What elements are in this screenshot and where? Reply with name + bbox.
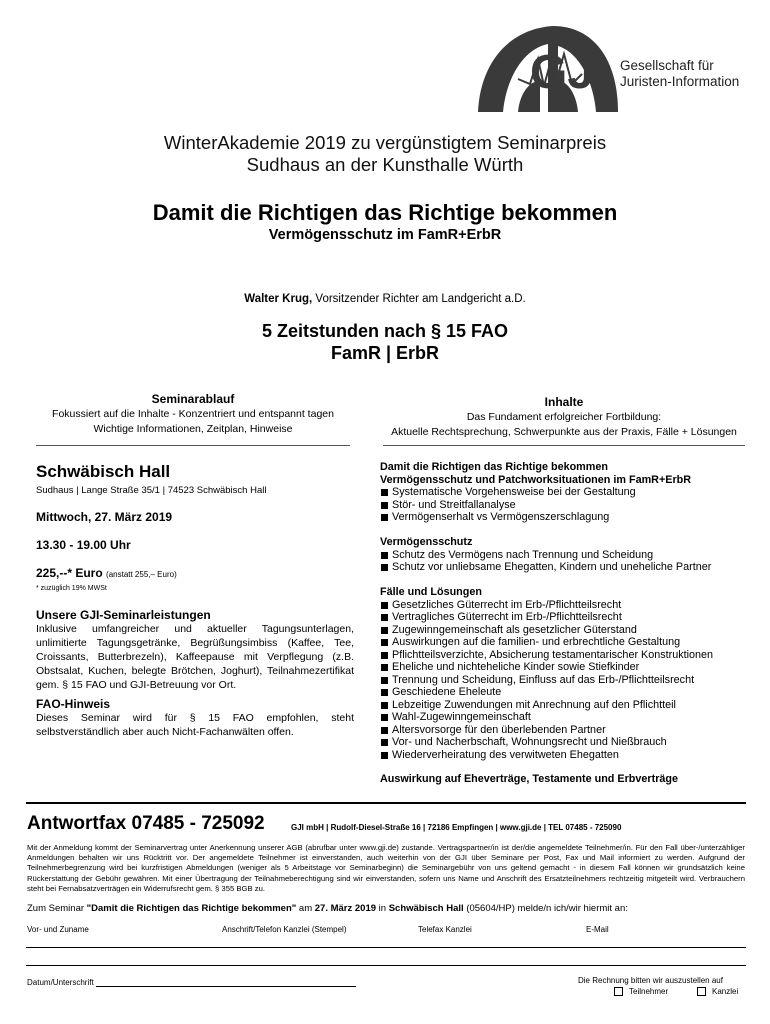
reg-date: 27. März 2019 [314,903,377,914]
academy-title: WinterAkademie 2019 zu vergünstigtem Seminarpreis [163,132,607,153]
services-title: Unsere GJI-Seminarleistungen [36,608,211,622]
block1-heading: Damit die Richtigen das Richtige bekommen [380,461,608,473]
fao-hours [0,320,770,364]
list-item: Vor- und Nacherbschaft, Wohnungsrecht und Nießbrauch [380,736,750,749]
seminar-subtitle: Vermögensschutz im FamR+ErbR [268,227,502,243]
reg-pre: Zum Seminar [27,903,85,914]
participant-label: Teilnehmer [629,987,669,996]
invoice-note: Die Rechnung bitten wir auszustellen auf [578,976,723,985]
fao-title: FAO-Hinweis [36,697,111,711]
venue-title: Sudhaus an der Kunsthalle Würth [246,154,524,175]
seminarablauf-line2: Wichtige Informationen, Zeitplan, Hinweise [93,423,293,435]
left-divider [36,445,350,446]
right-divider [383,445,745,446]
fao-block [36,697,354,739]
price-value: 225,--* Euro [36,566,103,580]
inhalte-line2: Aktuelle Rechtsprechung, Schwerpunkte aus der Praxis, Fälle + Lösungen [391,426,737,438]
reg-am: am [298,903,313,914]
signature-field[interactable] [27,978,356,987]
price-note: (anstatt 255,– Euro) [106,570,177,579]
content-block-1 [380,461,750,524]
hours-line1: 5 Zeitstunden nach § 15 FAO [261,321,509,341]
terms-fine-print: Mit der Anmeldung kommt der Seminarvertrag unter Anerkennung unserer AGB (abrufbar unter www.gji.de) zustande. Vertragspartner/in ist der/die angemeldete Teilnehmer/in. Für den Fall über-/unterzähliger Anmeldungen behalten wir uns Rücktritt vor. Der angemeldete Teilnehmer ist einverstanden, auch weiterhin von der GJI über Seminare per Post, Fax und Mail informiert zu werden. Aufgrund der Teilnehmerbegrenzung wird bei kurzfristigen Abmeldungen (weniger als 5 Arbeitstage vor Seminarbeginn) die Seminargebühr von uns geltend gemacht - in diesem Fall können wir grundsätzlich keine Rückerstattung der Gebühr gewähren. Mit einer Übertragung der Teilnahmeberechtigung sind wir einverstanden, sofern uns Name und Anschrift des Ersatzteilnehmers rechtzeitig mitgeteilt wird. Verbrauchern steht bei Fernabsatzverträgen ein Widerrufsrecht gem. § 355 BGB zu. [27,843,745,893]
fax-contact: GJI mbH | Rudolf-Diesel-Straße 16 | 72186 Empfingen | www.gji.de | TEL 07485 - 725090 [291,823,622,832]
participant-checkbox[interactable] [614,987,623,996]
event-price [36,566,354,580]
seminar-headline: Damit die Richtigen das Richtige bekommen [152,200,618,225]
form-field-line-2[interactable] [26,965,746,966]
services-text: Inklusive umfangreicher und aktueller Tagungsunterlagen, unlimitierte Tagungsgetränke, Begrüßungsimbiss (Kaffee, Tee, Croissants, Butterbrezeln), Kaffeepause mit Verpflegung (z.B. Obstsalat, Kuchen, belegte Brötchen, Joghurt), Teilnahmezertifikat gem. § 15 FAO und GJI-Betreuung vor Ort. [36,623,354,691]
event-address: Sudhaus | Lange Straße 35/1 | 74523 Schwäbisch Hall [36,485,267,496]
vat-note: * zuzüglich 19% MWSt [36,585,107,592]
fax-divider [26,802,746,804]
fax-title: Antwortfax 07485 - 725092 [27,813,265,834]
list-item: Wiederverheiratung des verwitweten Ehegatten [380,749,750,762]
content-block-3 [380,586,750,761]
event-city: Schwäbisch Hall [36,462,171,481]
block2-list [380,549,750,574]
option-office[interactable] [697,987,738,996]
list-item: Stör- und Streitfallanalyse [380,499,750,512]
services-block [36,608,354,692]
list-item: Schutz vor unliebsame Ehegatten, Kindern und uneheliche Partner [380,561,750,574]
list-item: Altersvorsorge für den überlebenden Partner [380,724,750,737]
logo-line1: Gesellschaft für [620,58,714,73]
block3-list [380,599,750,762]
list-item: Geschiedene Eheleute [380,686,750,699]
seminarablauf-line1: Fokussiert auf die Inhalte - Konzentriert und entspannt tagen [52,408,334,420]
event-header [0,132,770,176]
logo-brand: GJI [530,46,608,99]
label-signature: Datum/Unterschrift [27,978,94,987]
list-item: Vertragliches Güterrecht im Erb-/Pflichtteilsrecht [380,611,750,624]
inhalte-title: Inhalte [544,395,584,409]
block3-heading: Fälle und Lösungen [380,586,482,598]
label-address: Anschrift/Telefon Kanzlei (Stempel) [222,925,347,934]
list-item: Pflichtteilsverzichte, Absicherung testamentarischer Konstruktionen [380,649,750,662]
list-item: Vermögenserhalt vs Vermögenszerschlagung [380,511,750,524]
label-email: E-Mail [586,925,609,934]
event-date: Mittwoch, 27. März 2019 [36,510,173,524]
speaker-role: Vorsitzender Richter am Landgericht a.D. [315,293,526,305]
block1-subheading: Vermögensschutz und Patchworksituationen im FamR+ErbR [380,473,692,486]
block1-list [380,486,750,524]
seminarablauf-title: Seminarablauf [151,392,235,406]
list-item: Trennung und Scheidung, Einfluss auf das Erb-/Pflichtteilsrecht [380,674,750,687]
reg-city: Schwäbisch Hall [388,903,464,914]
logo-line2: Juristen-Information [620,74,740,89]
office-checkbox[interactable] [697,987,706,996]
content-footer: Auswirkung auf Eheverträge, Testamente und Erbverträge [380,773,678,785]
content-block-2 [380,536,750,574]
seminarablauf-header [36,392,350,437]
registration-line [27,903,628,914]
office-label: Kanzlei [712,987,739,996]
option-participant[interactable] [614,987,668,996]
label-fax: Telefax Kanzlei [418,925,472,934]
list-item: Schutz des Vermögens nach Trennung und Scheidung [380,549,750,562]
reg-in: in [378,903,387,914]
form-field-line-1[interactable] [26,947,746,948]
list-item: Gesetzliches Güterrecht im Erb-/Pflichtteilsrecht [380,599,750,612]
reg-title: "Damit die Richtigen das Richtige bekommen" [86,903,297,914]
logo-wordmark [620,58,739,90]
list-item: Lebzeitige Zuwendungen mit Anrechnung auf den Pflichtteil [380,699,750,712]
list-item: Eheliche und nichteheliche Kinder sowie Stiefkinder [380,661,750,674]
speaker-name: Walter Krug, [244,293,313,305]
block2-heading: Vermögensschutz [380,536,473,548]
list-item: Auswirkungen auf die familien- und erbrechtliche Gestaltung [380,636,750,649]
label-name: Vor- und Zuname [27,925,89,934]
hours-line2: FamR | ErbR [330,343,440,363]
list-item: Zugewinngemeinschaft als gesetzlicher Güterstand [380,624,750,637]
reg-post: (05604/HP) melde/n ich/wir hiermit an: [466,903,628,914]
fao-text: Dieses Seminar wird für § 15 FAO empfohlen, steht selbstverständlich aber auch Nicht-Fachanwälten offen. [36,712,354,738]
speaker [0,293,770,305]
list-item: Wahl-Zugewinngemeinschaft [380,711,750,724]
inhalte-line1: Das Fundament erfolgreicher Fortbildung: [466,411,662,423]
event-time: 13.30 - 19.00 Uhr [36,538,131,552]
inhalte-header [383,395,745,440]
list-item: Systematische Vorgehensweise bei der Gestaltung [380,486,750,499]
signature-line[interactable] [96,986,356,987]
